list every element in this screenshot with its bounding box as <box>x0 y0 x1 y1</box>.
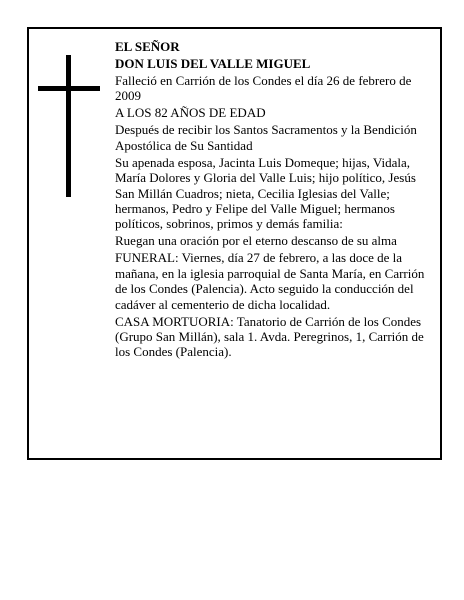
funeral-statement: FUNERAL: Viernes, día 27 de febrero, a las doce de la mañana, en la iglesia parroquial de Santa María, en Carrión de los Condes (Palencia). Acto seguido la conducción del cadáver al cementerio de dicha localidad. <box>115 250 425 312</box>
deceased-name: DON LUIS DEL VALLE MIGUEL <box>115 56 311 71</box>
prayer-statement: Ruegan una oración por el eterno descanso de su alma <box>115 233 397 249</box>
heading-title: EL SEÑOR <box>115 39 180 54</box>
obituary-text <box>115 39 437 361</box>
sacraments-statement: Después de recibir los Santos Sacramentos y la Bendición Apostólica de Su Santidad <box>115 122 417 153</box>
death-statement: Falleció en Carrión de los Condes el día 26 de febrero de 2009 <box>115 73 412 104</box>
cross-horizontal-bar <box>38 86 100 91</box>
funeral-home-statement: CASA MORTUORIA: Tanatorio de Carrión de los Condes (Grupo San Millán), sala 1. Avda. Peregrinos, 1, Carrión de los Condes (Palencia). <box>115 313 424 360</box>
age-statement: A LOS 82 AÑOS DE EDAD <box>115 105 266 121</box>
family-statement: Su apenada esposa, Jacinta Luis Domeque; hijas, Vidala, María Dolores y Gloria del Valle Luis; hijo político, Jesús San Millán Cuadros; nieta, Cecilia Iglesias del Valle; hermanos, Pedro y Felipe del Valle Miguel; hermanos políticos, sobrinos, primos y demás familia: <box>115 154 416 232</box>
cross-vertical-bar <box>66 55 71 197</box>
